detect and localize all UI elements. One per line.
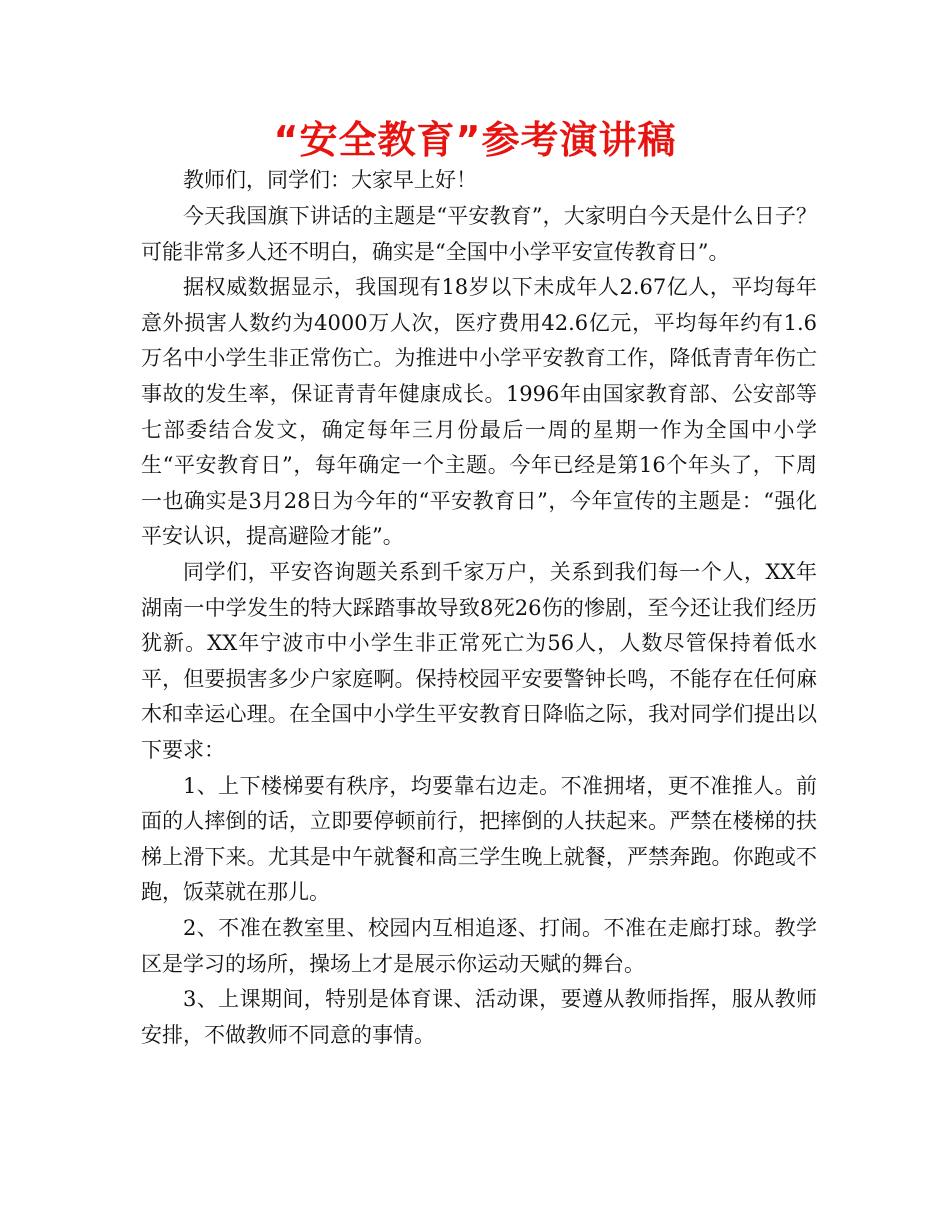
paragraph-greeting: 教师们，同学们：大家早上好！ [183,168,477,192]
document-body [141,163,817,1053]
paragraph-intro: 今天我国旗下讲话的主题是“平安教育”，大家明白今天是什么日子？可能非常多人还不明白，确实是“全国中小学平安宣传教育日”。 [141,204,817,264]
paragraph-rule-1: 1、上下楼梯要有秩序，均要靠右边走。不准拥堵，更不准推人。前面的人摔倒的话，立即要停顿前行，把摔倒的人扶起来。严禁在楼梯的扶梯上滑下来。尤其是中午就餐和高三学生晚上就餐，严禁奔跑。你跑或不跑，饭菜就在那儿。 [141,773,817,905]
document-title: “安全教育”参考演讲稿 [273,118,677,162]
paragraph-rule-2: 2、不准在教室里、校园内互相追逐、打闹。不准在走廊打球。教学区是学习的场所，操场上才是展示你运动天赋的舞台。 [141,915,817,976]
paragraph-warning: 同学们，平安咨询题关系到千家万户，关系到我们每一个人，XX年湖南一中学发生的特大踩踏事故导致8死26伤的惨剧，至今还让我们经历犹新。XX年宁波市中小学生非正常死亡为56人，人数尽管保持着低水平，但要损害多少户家庭啊。保持校园平安要警钟长鸣，不能存在任何麻木和幸运心理。在全国中小学生平安教育日降临之际，我对同学们提出以下要求： [141,560,817,762]
paragraph-rule-3: 3、上课期间，特别是体育课、活动课，要遵从教师指挥，服从教师安排，不做教师不同意的事情。 [141,987,817,1047]
paragraph-statistics: 据权威数据显示，我国现有18岁以下未成年人2.67亿人，平均每年意外损害人数约为4000万人次，医疗费用42.6亿元，平均每年约有1.6万名中小学生非正常伤亡。为推进中小学平安教育工作，降低青青年伤亡事故的发生率，保证青青年健康成长。1996年由国家教育部、公安部等七部委结合发文，确定每年三月份最后一周的星期一作为全国中小学生“平安教育日”，每年确定一个主题。今年已经是第16个年头了，下周一也确实是3月28日为今年的“平安教育日”，今年宣传的主题是：“强化平安认识，提高避险才能”。 [141,275,817,549]
